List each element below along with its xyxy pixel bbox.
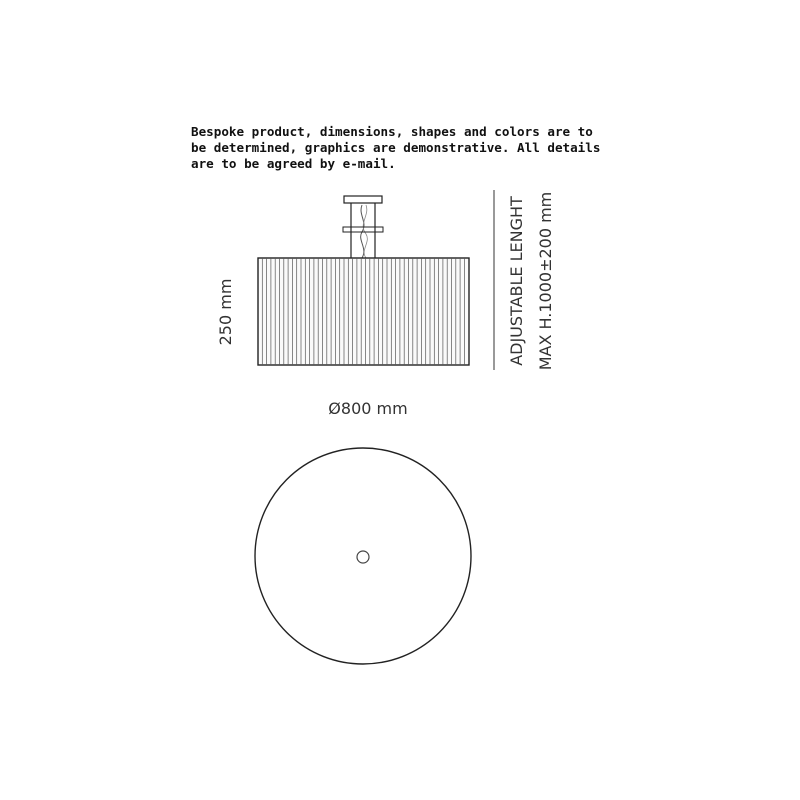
disclaimer-line-1: Bespoke product, dimensions, shapes and colors are to	[191, 124, 593, 139]
ceiling-canopy	[344, 196, 382, 203]
side-view	[216, 190, 555, 418]
height-dimension-label: 250 mm	[216, 278, 235, 346]
suspension-rod	[343, 203, 383, 258]
pleated-shade	[258, 258, 469, 365]
shade-outline	[258, 258, 469, 365]
shade-top-outline	[255, 448, 471, 664]
max-height-label: MAX H.1000±200 mm	[536, 191, 555, 371]
top-view	[255, 448, 471, 664]
diameter-dimension-label: Ø800 mm	[328, 399, 408, 418]
disclaimer-line-3: are to be agreed by e-mail.	[191, 156, 396, 171]
disclaimer-line-2: be determined, graphics are demonstrative. All details	[191, 140, 601, 155]
center-mount-hole	[357, 551, 369, 563]
adjustable-length-label: ADJUSTABLE LENGHT	[507, 196, 526, 366]
